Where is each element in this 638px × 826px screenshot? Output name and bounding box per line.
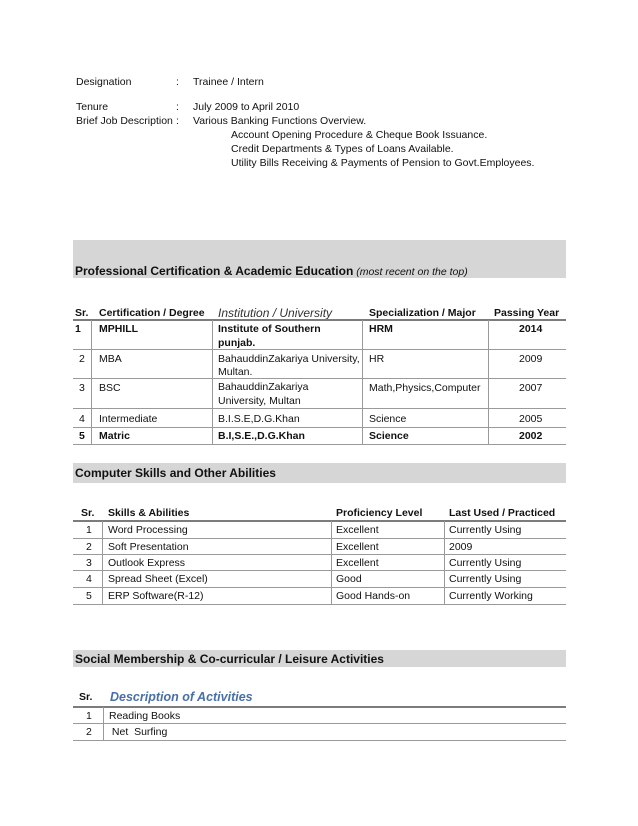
cert-row-year: 2002: [519, 430, 543, 442]
cert-row-degree: BSC: [99, 382, 121, 394]
skills-header-skill: Skills & Abilities: [108, 507, 190, 519]
skills-row-level: Excellent: [336, 557, 379, 569]
skills-header-sr: Sr.: [81, 507, 95, 519]
skills-column-divider: [102, 521, 103, 604]
brief-line: Utility Bills Receiving & Payments of Pension to Govt.Employees.: [231, 157, 535, 169]
skills-header-level: Proficiency Level: [336, 507, 423, 519]
designation-value: Trainee / Intern: [193, 76, 264, 88]
cert-row-sr: 3: [79, 382, 85, 394]
skills-row-skill: Spread Sheet (Excel): [108, 573, 208, 585]
skills-header-last: Last Used / Practiced: [449, 507, 556, 519]
cert-row-institution: B.I.S.E,D.G.Khan: [218, 413, 300, 425]
cert-row-degree: Matric: [99, 430, 130, 442]
skills-row-level: Excellent: [336, 541, 379, 553]
skills-row-last: 2009: [449, 541, 473, 553]
social-row-desc: Net Surfing: [109, 726, 168, 738]
cert-row-institution-cont: Multan.: [218, 366, 253, 378]
designation-colon: :: [176, 76, 179, 88]
skills-row-level: Good Hands-on: [336, 590, 411, 602]
tenure-colon: :: [176, 101, 179, 113]
skills-row-sr: 2: [86, 541, 92, 553]
skills-row-skill: Soft Presentation: [108, 541, 189, 553]
cert-table-top-border: [73, 319, 566, 321]
cert-row-major: Math,Physics,Computer: [369, 382, 481, 394]
skills-row-last: Currently Using: [449, 557, 522, 569]
cert-column-divider: [91, 320, 92, 444]
social-row-sr: 1: [86, 710, 92, 722]
skills-row-divider: [73, 570, 566, 571]
cert-row-major: HRM: [369, 323, 393, 335]
social-table-top-border: [73, 706, 566, 708]
skills-row-level: Excellent: [336, 524, 379, 536]
skills-section-title: Computer Skills and Other Abilities: [75, 466, 276, 480]
cert-row-degree: MPHILL: [99, 323, 139, 335]
skills-table-top-border: [73, 520, 566, 522]
cert-row-divider: [73, 378, 566, 379]
cert-row-divider: [73, 408, 566, 409]
certification-section-title: Professional Certification & Academic Education (most recent on the top): [75, 264, 468, 278]
cert-row-major: HR: [369, 353, 385, 365]
cert-header-major: Specialization / Major: [369, 307, 476, 319]
tenure-label: Tenure: [76, 101, 109, 113]
cert-row-sr: 5: [79, 430, 85, 442]
social-row-divider: [73, 723, 566, 724]
cert-row-major: Science: [369, 430, 409, 442]
brief-first-line: Various Banking Functions Overview.: [193, 115, 367, 127]
cert-row-institution: BahauddinZakariya University,: [218, 353, 360, 365]
cert-row-institution-cont: punjab.: [218, 337, 256, 349]
brief-label: Brief Job Description: [76, 115, 173, 127]
skills-row-divider: [73, 538, 566, 539]
skills-row-last: Currently Using: [449, 524, 522, 536]
cert-column-divider: [488, 320, 489, 444]
skills-row-divider: [73, 604, 566, 605]
skills-row-sr: 1: [86, 524, 92, 536]
skills-row-divider: [73, 587, 566, 588]
skills-row-sr: 5: [86, 590, 92, 602]
skills-column-divider: [331, 521, 332, 604]
skills-row-last: Currently Working: [449, 590, 533, 602]
cert-column-divider: [212, 320, 213, 444]
cert-row-year: 2014: [519, 323, 543, 335]
social-header-desc: Description of Activities: [110, 690, 253, 704]
skills-row-sr: 3: [86, 557, 92, 569]
cert-header-degree: Certification / Degree: [99, 307, 205, 319]
cert-row-sr: 4: [79, 413, 85, 425]
social-row-desc: Reading Books: [109, 710, 181, 722]
skills-row-last: Currently Using: [449, 573, 522, 585]
cert-row-institution: Institute of Southern: [218, 323, 321, 335]
skills-row-level: Good: [336, 573, 362, 585]
social-row-divider: [73, 740, 566, 741]
brief-line: Account Opening Procedure & Cheque Book Issuance.: [231, 129, 488, 141]
skills-row-divider: [73, 554, 566, 555]
cert-header-institution: Institution / University: [218, 306, 333, 320]
social-header-sr: Sr.: [79, 691, 93, 703]
cert-row-divider: [73, 444, 566, 445]
cert-row-year: 2009: [519, 353, 543, 365]
skills-row-sr: 4: [86, 573, 92, 585]
cert-row-year: 2005: [519, 413, 543, 425]
brief-colon: :: [176, 115, 179, 127]
skills-row-skill: Word Processing: [108, 524, 188, 536]
designation-label: Designation: [76, 76, 132, 88]
skills-row-skill: Outlook Express: [108, 557, 186, 569]
cert-row-major: Science: [369, 413, 407, 425]
cert-header-sr: Sr.: [75, 307, 89, 319]
cert-header-year: Passing Year: [494, 307, 560, 319]
cert-row-institution: BahauddinZakariya: [218, 381, 309, 393]
social-column-divider: [103, 707, 104, 740]
cert-row-year: 2007: [519, 382, 543, 394]
skills-column-divider: [444, 521, 445, 604]
cert-row-degree: Intermediate: [99, 413, 158, 425]
cert-row-institution: B.I,S.E.,D.G.Khan: [218, 430, 305, 442]
skills-row-skill: ERP Software(R-12): [108, 590, 204, 602]
cert-row-sr: 1: [75, 323, 81, 335]
cert-row-divider: [73, 427, 566, 428]
cert-row-degree: MBA: [99, 353, 122, 365]
social-section-title: Social Membership & Co-curricular / Leisure Activities: [75, 652, 384, 666]
cert-column-divider: [362, 320, 363, 444]
social-row-sr: 2: [86, 726, 92, 738]
cert-row-divider: [73, 349, 566, 350]
cert-row-institution-cont: University, Multan: [218, 395, 301, 407]
tenure-value: July 2009 to April 2010: [193, 101, 300, 113]
brief-line: Credit Departments & Types of Loans Available.: [231, 143, 454, 155]
cert-row-sr: 2: [79, 353, 85, 365]
